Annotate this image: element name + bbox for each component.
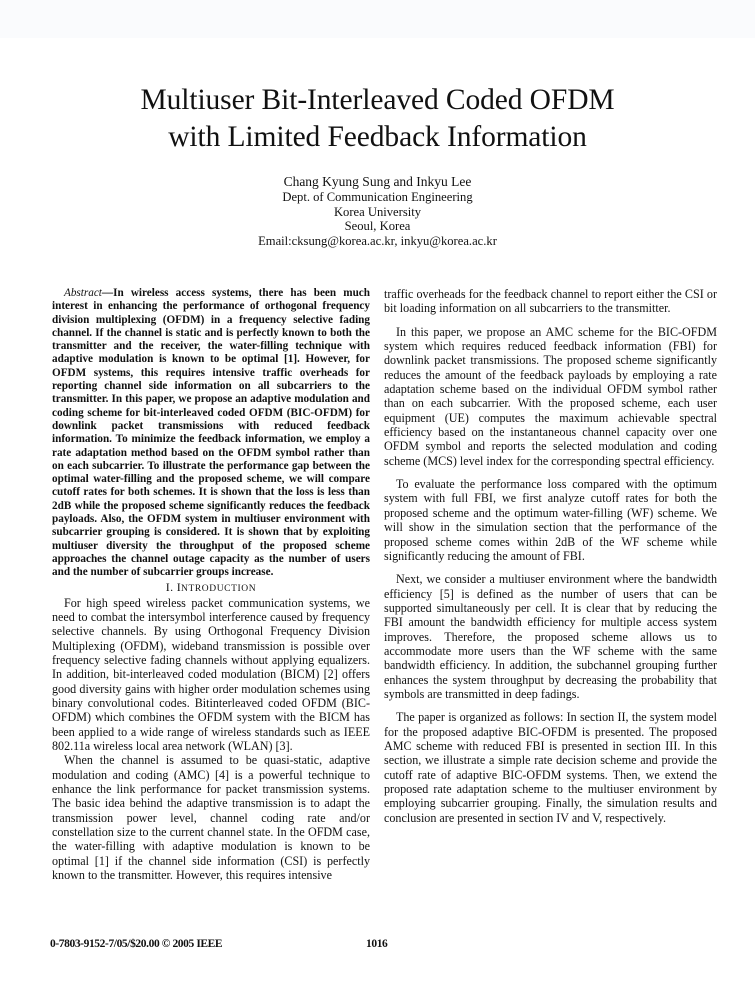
title-line-2: with Limited Feedback Information [168,121,587,153]
intro-paragraph-4: To evaluate the performance loss compared with the optimum system with full FBI, we first analyze cutoff rates for both the proposed scheme and the optimum water-filling (WF) scheme. We will show in the simulation section that the performance of the proposed scheme comes within 2dB of the WF scheme while significantly reducing the amount of FBI. [384,477,717,563]
abstract-label: Abstract [64,287,102,299]
footer-copyright: 0-7803-9152-7/05/$20.00 © 2005 IEEE [50,938,223,950]
abstract-text: In wireless access systems, there has been much interest in enhancing the performance of orthogonal frequency division multiplexing (OFDM) in a frequency selective fading channel. If the channel is static and is perfectly known to both the transmitter and the receiver, the water-filling technique with adaptive modulation is known to be optimal [1]. However, for OFDM systems, this requires intensive traffic overheads for reporting channel side information on all subcarriers to the transmitter. In this paper, we propose an adaptive modulation and coding scheme for bit-interleaved coded OFDM (BIC-OFDM) for downlink packet transmissions with reduced feedback information. To minimize the feedback information, we employ a rate adaptation method based on the OFDM symbol rather than on each subcarrier. To illustrate the performance gap between the optimal water-filling and the proposed scheme, we will compare cutoff rates for both schemes. It is shown that the loss is less than 2dB while the proposed scheme significantly reduces the feedback payloads. Also, the OFDM system in multiuser environment with subcarrier grouping is considered. It is shown that by exploiting multiuser diversity the throughput of the proposed scheme approaches the channel outage capacity as the number of users and the number of subcarrier groups increase. [52,287,370,579]
author-block [0,174,755,248]
intro-paragraph-6: The paper is organized as follows: In section II, the system model for the proposed adaptive BIC-OFDM is presented. The proposed AMC scheme with reduced FBI is presented in section III. In this section, we illustrate a simple rate decision scheme and provide the cutoff rate of adaptive BIC-OFDM systems. Then, we extend the proposed rate adaptation scheme to the multiuser environment by employing subcarrier grouping. Finally, the simulation results and conclusion are presented in section IV and V, respectively. [384,710,717,825]
abstract [52,287,370,580]
footer-page-number: 1016 [366,938,388,950]
author-names: Chang Kyung Sung and Inkyu Lee [283,174,472,189]
author-department: Dept. of Communication Engineering [282,190,473,204]
paper-title [0,82,755,156]
left-column [52,287,370,882]
author-university: Korea University [333,204,422,219]
intro-paragraph-1: For high speed wireless packet communication systems, we need to combat the intersymbol interference caused by frequency selective channels. By using Orthogonal Frequency Division Multiplexing (OFDM), wideband transmission is possible over frequency selective fading channels without applying equalizers. In addition, bit-interleaved coded modulation (BICM) [2] offers good diversity gains with higher order modulation schemes using binary convolutional codes. Bitinterleaved coded OFDM (BIC-OFDM) which combines the OFDM system with the BICM has been applied to a wide range of wireless standards such as IEEE 802.11a wireless local area network (WLAN) [3]. [52,595,370,753]
abstract-dash: — [101,287,114,299]
title-line-1: Multiuser Bit-Interleaved Coded OFDM [140,84,615,116]
intro-paragraph-3: In this paper, we propose an AMC scheme for the BIC-OFDM system which requires reduced feedback information (FBI) for downlink packet transmissions. The proposed scheme significantly reduces the amount of the feedback payloads by employing a rate adaptation scheme based on the individual OFDM symbol rather than on each subcarrier. With the proposed scheme, each user equipment (UE) computes the maximum achievable spectral efficiency based on the instantaneous channel capacity over one OFDM symbol and reports the selected modulation and coding scheme (MCS) level index for the corresponding spectral efficiency. [384,324,717,468]
top-margin-band [0,0,755,38]
author-email: Email:cksung@korea.ac.kr, inkyu@korea.ac.kr [258,233,497,248]
section-heading-introduction [52,580,370,596]
intro-paragraph-5: Next, we consider a multiuser environment where the bandwidth efficiency [5] is defined as the number of users that can be supported simultaneously per cell. It is clear that by reducing the FBI amount the bandwidth efficiency for multiple access system improves. Therefore, the proposed scheme allows us to accommodate more users than the WF scheme with the same bandwidth efficiency. In addition, the subchannel grouping further enhances the system throughput by decreasing the probability that symbols are transmitted in deep fadings. [384,572,717,701]
section-number: I. [165,579,174,594]
right-column [384,287,717,825]
intro-paragraph-2: When the channel is assumed to be quasi-static, adaptive modulation and coding (AMC) [4] is a powerful technique to enhance the link performance for packet transmission systems. The basic idea behind the adaptive transmission is to adapt the transmission power level, channel coding rate and/or constellation size to the current channel state. In the OFDM case, the water-filling with adaptive modulation is known to be optimal [1] if the channel side information (CSI) is perfectly known to the transmitter. However, this requires intensive [52,753,370,883]
intro-paragraph-2-continued: traffic overheads for the feedback channel to report either the CSI or bit loading information on all subcarriers to the transmitter. [384,287,717,316]
author-location: Seoul, Korea [344,219,411,234]
section-title-initial: I [176,579,181,594]
section-title-rest: NTRODUCTION [181,583,257,594]
